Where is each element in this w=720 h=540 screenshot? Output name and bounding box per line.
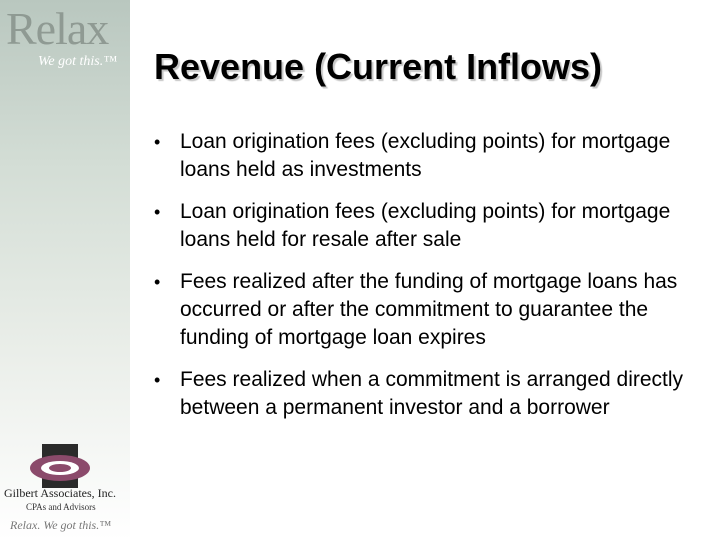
bullet-item [154,268,694,352]
bullet-dot-icon: • [154,202,161,222]
bullet-item [154,128,694,184]
bullet-dot-icon: • [154,132,161,152]
bullet-item [154,366,694,422]
brand-tagline: We got this.™ [38,54,117,69]
slide-title: Revenue (Current Inflows) [154,46,603,87]
bullet-list [154,128,694,436]
gilbert-logo-icon [28,444,92,488]
company-tagline: Relax. We got this.™ [10,518,111,532]
bullet-text: Fees realized when a commitment is arranged directly between a permanent investor and a borrower [180,368,684,419]
bullet-text: Fees realized after the funding of mortgage loans has occurred or after the commitment to guarantee the funding of mortgage loan expires [180,270,678,349]
brand-logo [6,3,126,70]
sidebar-gradient [0,0,130,540]
bullet-text: Loan origination fees (excluding points) for mortgage loans held for resale after sale [180,200,671,251]
company-subtitle: CPAs and Advisors [26,502,96,512]
bullet-item [154,198,694,254]
brand-wordmark: Relax [6,3,109,54]
bullet-dot-icon: • [154,272,161,292]
company-name: Gilbert Associates, Inc. [4,486,116,500]
company-logo [0,440,130,540]
bullet-text: Loan origination fees (excluding points) for mortgage loans held as investments [180,130,671,181]
bullet-dot-icon: • [154,370,161,390]
